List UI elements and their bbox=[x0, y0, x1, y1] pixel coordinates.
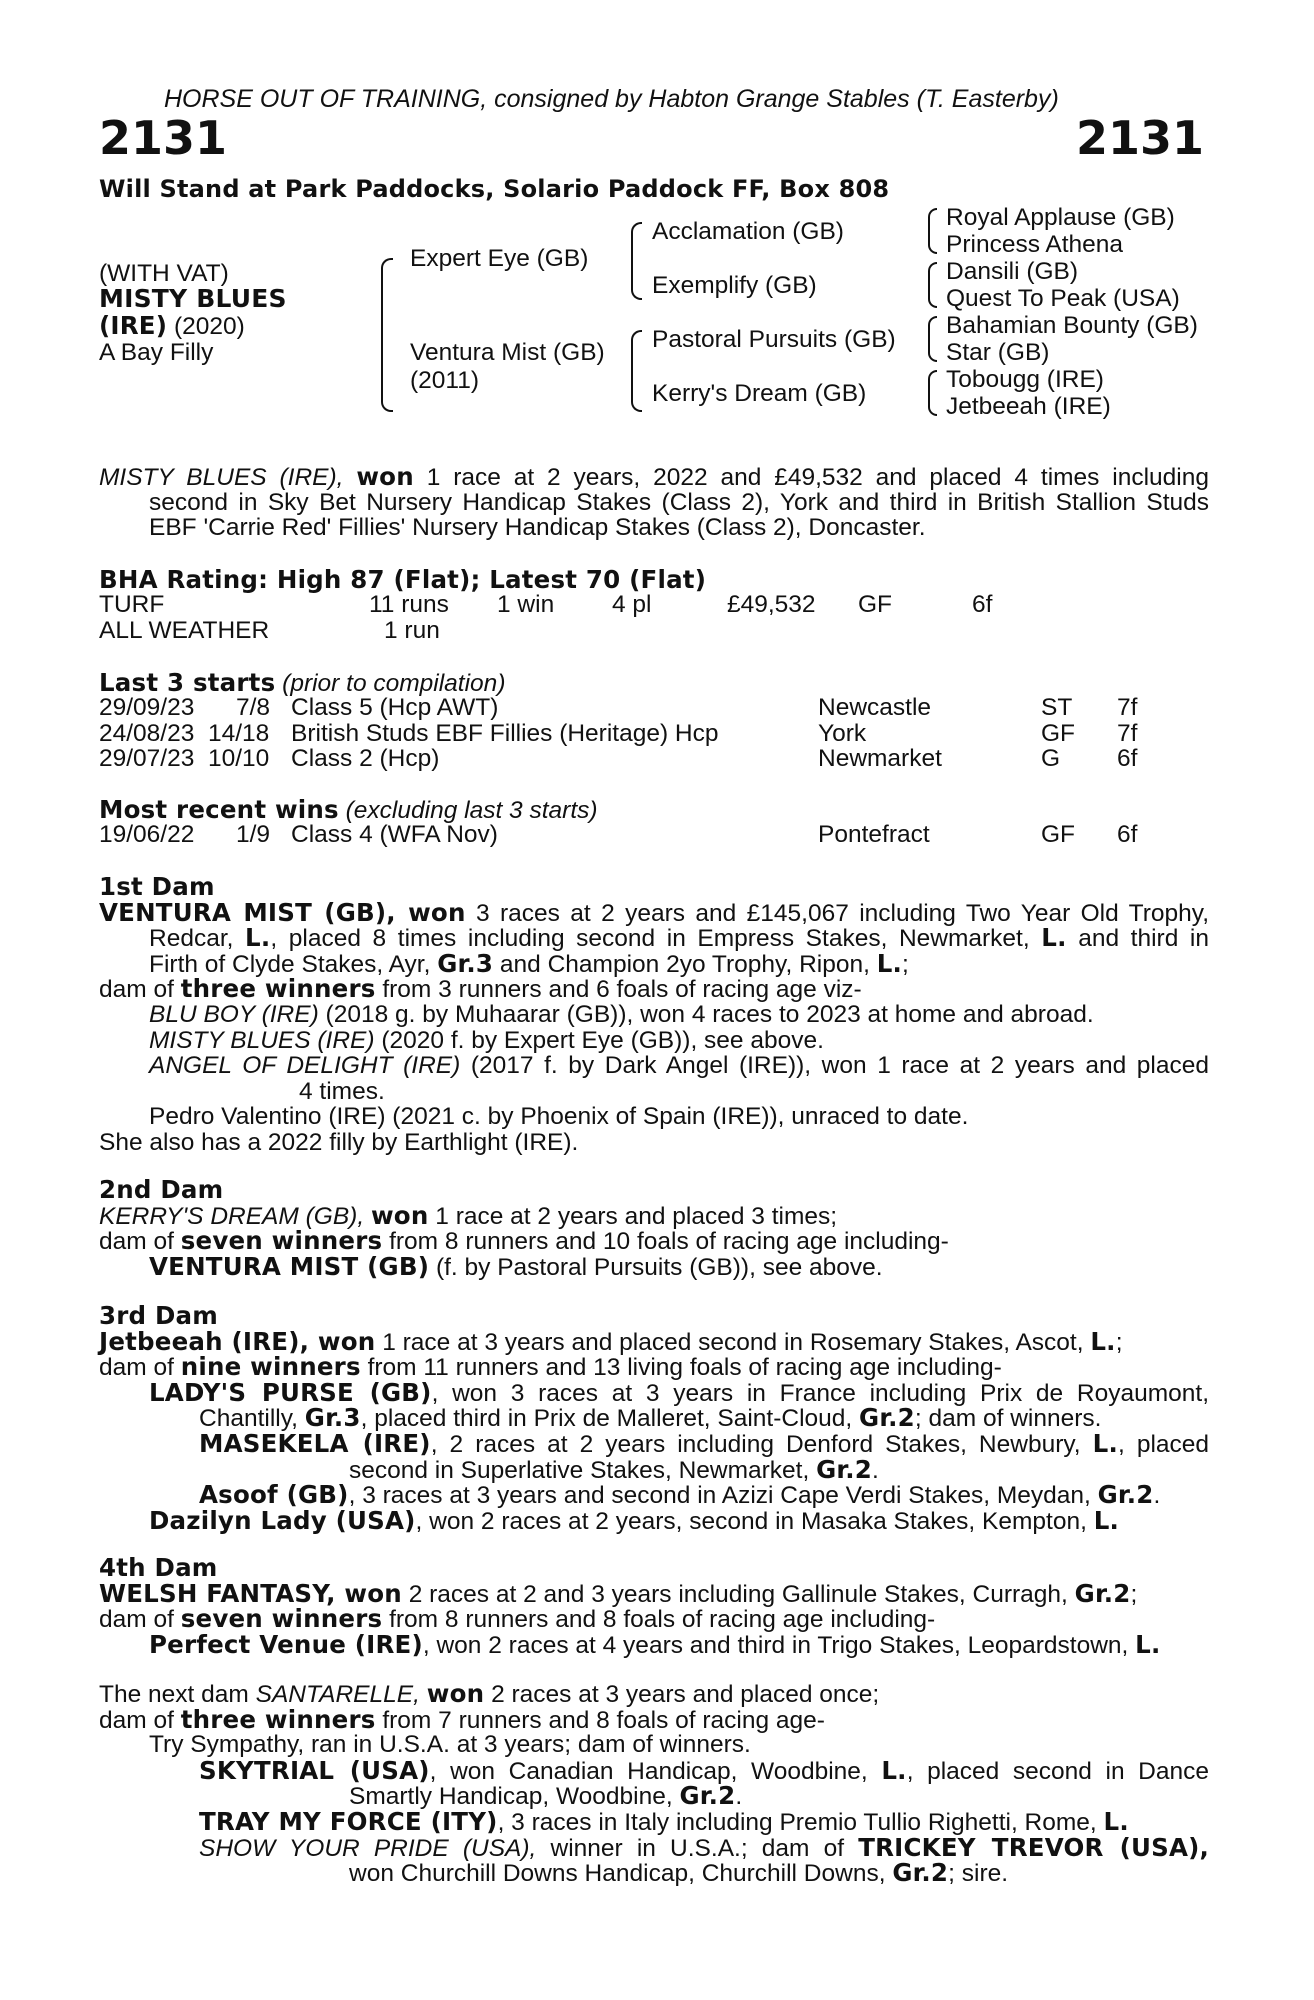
offspring-unraced: Pedro Valentino (IRE) (2021 c. by Phoenix of Spain (IRE)), unraced to date. bbox=[149, 1103, 969, 1131]
next-dam-winners: three winners bbox=[180, 1704, 376, 1734]
vat-note: (WITH VAT) bbox=[99, 260, 229, 287]
group-marker: Gr.3 bbox=[437, 948, 494, 978]
listed-marker: L. bbox=[245, 923, 271, 953]
third-dam-text-2a: dam of bbox=[99, 1354, 174, 1382]
win-position: 1/9 bbox=[236, 821, 271, 848]
pedigree-brace-g3 bbox=[928, 316, 937, 362]
group-marker: Gr.2 bbox=[816, 1454, 872, 1484]
race-summary bbox=[99, 464, 1209, 541]
next-dam-text-1a: The next dam bbox=[99, 1681, 249, 1708]
grand-offspring-name: SHOW YOUR PRIDE (USA), bbox=[199, 1834, 537, 1862]
consignment-line: HORSE OUT OF TRAINING, consigned by Habton Grange Stables (T. Easterby) bbox=[164, 85, 1059, 113]
punctuation: . bbox=[1153, 1482, 1161, 1510]
pedigree-dam-year: (2011) bbox=[410, 367, 480, 394]
third-dam-text-1: 1 race at 3 years and placed second in Rosemary Stakes, Ascot, bbox=[382, 1328, 1084, 1356]
pedigree-g3: Dansili (GB) bbox=[946, 258, 1079, 285]
second-dam-heading: 2nd Dam bbox=[99, 1175, 224, 1204]
punctuation: ; bbox=[1130, 1580, 1138, 1608]
offspring-details: second in Superlative Stakes, Newmarket, bbox=[349, 1456, 810, 1484]
start-course: Newcastle bbox=[818, 694, 932, 721]
summary-horse-name: MISTY BLUES (IRE), bbox=[99, 464, 344, 491]
start-distance: 7f bbox=[1117, 720, 1138, 747]
summary-won: won bbox=[356, 462, 414, 491]
fourth-dam-text-2c: from 8 runners and 8 foals of racing age including- bbox=[389, 1606, 936, 1634]
pedigree-brace-g2 bbox=[928, 262, 937, 308]
recent-wins-title: Most recent wins bbox=[99, 795, 339, 824]
summary-text-2: second in Sky Bet Nursery Handicap Stakes (Class 2), York and third in British Stallion Studs bbox=[149, 488, 1209, 516]
start-position: 14/18 bbox=[208, 720, 270, 747]
pedigree-g5: Bahamian Bounty (GB) bbox=[946, 312, 1198, 339]
start-going: ST bbox=[1041, 694, 1073, 721]
offspring-name: Perfect Venue (IRE) bbox=[149, 1629, 423, 1659]
pedigree-brace-dam bbox=[631, 330, 642, 412]
next-dam-name: SANTARELLE, bbox=[255, 1681, 420, 1708]
start-distance: 6f bbox=[1117, 745, 1138, 772]
start-date: 24/08/23 bbox=[99, 720, 195, 747]
group-marker: Gr.2 bbox=[1074, 1578, 1131, 1608]
first-dam-winners: three winners bbox=[180, 974, 376, 1004]
lot-number-left: 2131 bbox=[99, 111, 228, 165]
offspring-name: MISTY BLUES (IRE) bbox=[149, 1026, 375, 1054]
group-marker: Gr.2 bbox=[1097, 1480, 1154, 1510]
listed-marker: L. bbox=[1041, 923, 1067, 953]
win-course: Pontefract bbox=[818, 821, 930, 848]
horse-name-suffix bbox=[99, 313, 245, 340]
first-dam-text-2c: , placed 8 times including second in Empress Stakes, Newmarket, bbox=[270, 925, 1030, 953]
listed-marker: L. bbox=[1093, 1505, 1120, 1535]
start-date: 29/09/23 bbox=[99, 694, 195, 721]
pedigree-g4: Quest To Peak (USA) bbox=[946, 285, 1180, 312]
start-distance: 7f bbox=[1117, 694, 1138, 721]
offspring-details: , 2 races at 2 years including Denford Stakes, Newbury, bbox=[430, 1430, 1081, 1458]
second-dam-won: won bbox=[370, 1200, 429, 1230]
second-dam-section bbox=[99, 1177, 1209, 1279]
offspring-details: won Churchill Downs Handicap, Churchill Downs, bbox=[349, 1860, 886, 1888]
first-dam-section bbox=[99, 874, 1209, 1156]
pedigree-dam-dam: Kerry's Dream (GB) bbox=[652, 380, 867, 407]
fourth-dam-section bbox=[99, 1555, 1209, 1657]
recent-wins-heading bbox=[99, 797, 598, 824]
group-marker: Gr.3 bbox=[304, 1403, 361, 1433]
grand-offspring-name: MASEKELA (IRE) bbox=[199, 1428, 431, 1458]
turf-placed: 4 pl bbox=[612, 591, 652, 618]
offspring-details: , won 2 races at 2 years, second in Masaka Stakes, Kempton, bbox=[415, 1507, 1087, 1535]
punctuation: . bbox=[735, 1783, 743, 1811]
horse-year: (2020) bbox=[173, 313, 245, 340]
offspring-details: (2020 f. by Expert Eye (GB)), see above. bbox=[381, 1026, 824, 1054]
third-dam-section bbox=[99, 1303, 1209, 1533]
group-marker: Gr.2 bbox=[892, 1858, 949, 1888]
fourth-dam-winners: seven winners bbox=[180, 1604, 383, 1634]
next-dam-text-1d: 2 races at 3 years and placed once; bbox=[491, 1681, 880, 1708]
second-dam-text-2c: from 8 runners and 10 foals of racing age including- bbox=[389, 1228, 949, 1256]
turf-earnings: £49,532 bbox=[727, 591, 816, 618]
start-date: 29/07/23 bbox=[99, 745, 195, 772]
pedigree-brace-g4 bbox=[928, 370, 937, 416]
offspring-details: Smartly Handicap, Woodbine, bbox=[349, 1783, 673, 1811]
fourth-dam-text-2a: dam of bbox=[99, 1606, 174, 1634]
grand-offspring-name: TRAY MY FORCE (ITY) bbox=[199, 1806, 498, 1836]
offspring-details: , won 2 races at 4 years and third in Trigo Stakes, Leopardstown, bbox=[422, 1631, 1129, 1659]
offspring-details: (2017 f. by Dark Angel (IRE)), won 1 race at 2 years and placed bbox=[470, 1052, 1209, 1080]
offspring-details: Chantilly, bbox=[199, 1405, 298, 1433]
stand-location: Will Stand at Park Paddocks, Solario Paddock FF, Box 808 bbox=[99, 175, 890, 203]
second-dam-name: KERRY'S DREAM (GB), bbox=[99, 1202, 365, 1230]
first-dam-text-3e: ; bbox=[902, 950, 909, 978]
pedigree-g7: Tobougg (IRE) bbox=[946, 366, 1104, 393]
offspring-details: , placed third in Prix de Malleret, Saint-Cloud, bbox=[360, 1405, 853, 1433]
first-dam-filly-note: She also has a 2022 filly by Earthlight (IRE). bbox=[99, 1128, 579, 1156]
pedigree-g6: Star (GB) bbox=[946, 339, 1050, 366]
offspring-details: winner in U.S.A.; dam of bbox=[550, 1834, 845, 1862]
win-date: 19/06/22 bbox=[99, 821, 195, 848]
next-dam-text-2a: dam of bbox=[99, 1706, 174, 1734]
first-dam-text-1: 3 races at 2 years and £145,067 including Two Year Old Trophy, bbox=[475, 899, 1210, 927]
start-race: Class 2 (Hcp) bbox=[291, 745, 440, 772]
first-dam-text-2e: and third in bbox=[1078, 925, 1209, 953]
fourth-dam-text-1: 2 races at 2 and 3 years including Gallinule Stakes, Curragh, bbox=[408, 1580, 1068, 1608]
grand-offspring-name: Asoof (GB) bbox=[199, 1480, 349, 1510]
pedigree-sire-dam: Exemplify (GB) bbox=[652, 272, 817, 299]
pedigree-brace-main bbox=[381, 258, 393, 412]
turf-label: TURF bbox=[99, 591, 165, 618]
pedigree-sire: Expert Eye (GB) bbox=[410, 245, 589, 272]
fourth-dam-name: WELSH FANTASY, won bbox=[99, 1578, 402, 1608]
fourth-dam-heading: 4th Dam bbox=[99, 1553, 218, 1582]
last-starts-note: (prior to compilation) bbox=[282, 670, 506, 697]
first-dam-text-2a: Redcar, bbox=[149, 925, 234, 953]
start-position: 7/8 bbox=[236, 694, 271, 721]
second-dam-winners: seven winners bbox=[180, 1226, 383, 1256]
great-grand-offspring-name: TRICKEY TREVOR (USA), bbox=[858, 1832, 1210, 1862]
horse-country: (IRE) bbox=[99, 311, 168, 340]
summary-text-1: 1 race at 2 years, 2022 and £49,532 and placed 4 times including bbox=[426, 464, 1210, 491]
turf-runs: 11 runs bbox=[369, 591, 449, 618]
aw-runs: 1 run bbox=[384, 617, 440, 644]
first-dam-text-4a: dam of bbox=[99, 976, 174, 1004]
offspring-details: , placed bbox=[1117, 1430, 1210, 1458]
listed-marker: L. bbox=[876, 948, 903, 978]
pedigree-g1: Royal Applause (GB) bbox=[946, 204, 1175, 231]
pedigree-brace-g1 bbox=[928, 208, 937, 254]
start-race: Class 5 (Hcp AWT) bbox=[291, 694, 499, 721]
offspring-name: ANGEL OF DELIGHT (IRE) bbox=[149, 1052, 461, 1080]
turf-going: GF bbox=[858, 591, 893, 618]
offspring-details: ; dam of winners. bbox=[914, 1405, 1102, 1433]
win-going: GF bbox=[1041, 821, 1076, 848]
offspring-try-sympathy: Try Sympathy, ran in U.S.A. at 3 years; dam of winners. bbox=[149, 1731, 751, 1759]
offspring-details: , placed second in Dance bbox=[906, 1757, 1209, 1785]
punctuation: ; bbox=[1115, 1328, 1123, 1356]
first-dam-name: VENTURA MIST (GB), won bbox=[99, 897, 466, 927]
offspring-name: Dazilyn Lady (USA) bbox=[149, 1505, 416, 1535]
offspring-details: , 3 races in Italy including Premio Tullio Righetti, Rome, bbox=[497, 1808, 1097, 1836]
next-dam-won: won bbox=[426, 1679, 485, 1708]
pedigree-g8: Jetbeeah (IRE) bbox=[946, 393, 1111, 420]
offspring-name: BLU BOY (IRE) bbox=[149, 1000, 319, 1028]
pedigree-dam: Ventura Mist (GB) bbox=[410, 339, 605, 366]
first-dam-text-3c: and Champion 2yo Trophy, Ripon, bbox=[499, 950, 870, 978]
third-dam-winners: nine winners bbox=[180, 1352, 361, 1382]
listed-marker: L. bbox=[1092, 1428, 1118, 1458]
pedigree-g2: Princess Athena bbox=[946, 231, 1124, 258]
aw-label: ALL WEATHER bbox=[99, 617, 270, 644]
offspring-details: , 3 races at 3 years and second in Azizi Cape Verdi Stakes, Meydan, bbox=[348, 1482, 1091, 1510]
pedigree-brace-sire bbox=[631, 222, 642, 300]
offspring-name: LADY'S PURSE (GB) bbox=[149, 1377, 432, 1407]
last-starts-heading bbox=[99, 670, 505, 697]
first-dam-text-3a: Firth of Clyde Stakes, Ayr, bbox=[149, 950, 431, 978]
group-marker: Gr.2 bbox=[679, 1781, 736, 1811]
next-dam-section bbox=[99, 1681, 1209, 1886]
start-going: GF bbox=[1041, 720, 1076, 747]
start-race: British Studs EBF Fillies (Heritage) Hcp bbox=[291, 720, 719, 747]
win-race: Class 4 (WFA Nov) bbox=[291, 821, 498, 848]
recent-wins-note: (excluding last 3 starts) bbox=[345, 797, 598, 824]
third-dam-name: Jetbeeah (IRE), won bbox=[99, 1326, 376, 1356]
offspring-details: (f. by Pastoral Pursuits (GB)), see above. bbox=[435, 1253, 883, 1281]
start-course: York bbox=[818, 720, 867, 747]
offspring-name: VENTURA MIST (GB) bbox=[149, 1251, 430, 1281]
listed-marker: L. bbox=[881, 1755, 907, 1785]
pedigree-sire-sire: Acclamation (GB) bbox=[652, 218, 844, 245]
win-distance: 6f bbox=[1117, 821, 1138, 848]
punctuation: . bbox=[871, 1456, 879, 1484]
offspring-details-cont: 4 times. bbox=[299, 1077, 385, 1105]
start-going: G bbox=[1041, 745, 1061, 772]
listed-marker: L. bbox=[1103, 1806, 1129, 1836]
start-course: Newmarket bbox=[818, 745, 942, 772]
first-dam-heading: 1st Dam bbox=[99, 872, 215, 901]
third-dam-heading: 3rd Dam bbox=[99, 1301, 218, 1330]
first-dam-text-4c: from 3 runners and 6 foals of racing age viz- bbox=[382, 976, 862, 1004]
second-dam-text-1: 1 race at 2 years and placed 3 times; bbox=[435, 1202, 838, 1230]
offspring-details: ; sire. bbox=[948, 1860, 1009, 1888]
horse-name: MISTY BLUES bbox=[99, 284, 287, 313]
turf-distance: 6f bbox=[972, 591, 993, 618]
group-marker: Gr.2 bbox=[859, 1403, 915, 1433]
bha-rating-heading: BHA Rating: High 87 (Flat); Latest 70 (Flat) bbox=[99, 565, 707, 594]
start-position: 10/10 bbox=[208, 745, 270, 772]
next-dam-text-2c: from 7 runners and 8 foals of racing age- bbox=[382, 1706, 825, 1734]
third-dam-text-2c: from 11 runners and 13 living foals of racing age including- bbox=[367, 1354, 1002, 1382]
offspring-details: , won Canadian Handicap, Woodbine, bbox=[429, 1757, 868, 1785]
horse-description: A Bay Filly bbox=[99, 339, 214, 366]
listed-marker: L. bbox=[1135, 1629, 1161, 1659]
summary-text-3: EBF 'Carrie Red' Fillies' Nursery Handicap Stakes (Class 2), Doncaster. bbox=[149, 514, 926, 542]
offspring-details: (2018 g. by Muhaarar (GB)), won 4 races to 2023 at home and abroad. bbox=[325, 1000, 1094, 1028]
pedigree-dam-sire: Pastoral Pursuits (GB) bbox=[652, 326, 896, 353]
last-starts-title: Last 3 starts bbox=[99, 668, 276, 697]
offspring-details: , won 3 races at 3 years in France including Prix de Royaumont, bbox=[431, 1379, 1209, 1407]
grand-offspring-name: SKYTRIAL (USA) bbox=[199, 1755, 430, 1785]
lot-number-right: 2131 bbox=[1075, 111, 1204, 165]
listed-marker: L. bbox=[1090, 1326, 1116, 1356]
second-dam-text-2a: dam of bbox=[99, 1228, 174, 1256]
turf-wins: 1 win bbox=[497, 591, 555, 618]
